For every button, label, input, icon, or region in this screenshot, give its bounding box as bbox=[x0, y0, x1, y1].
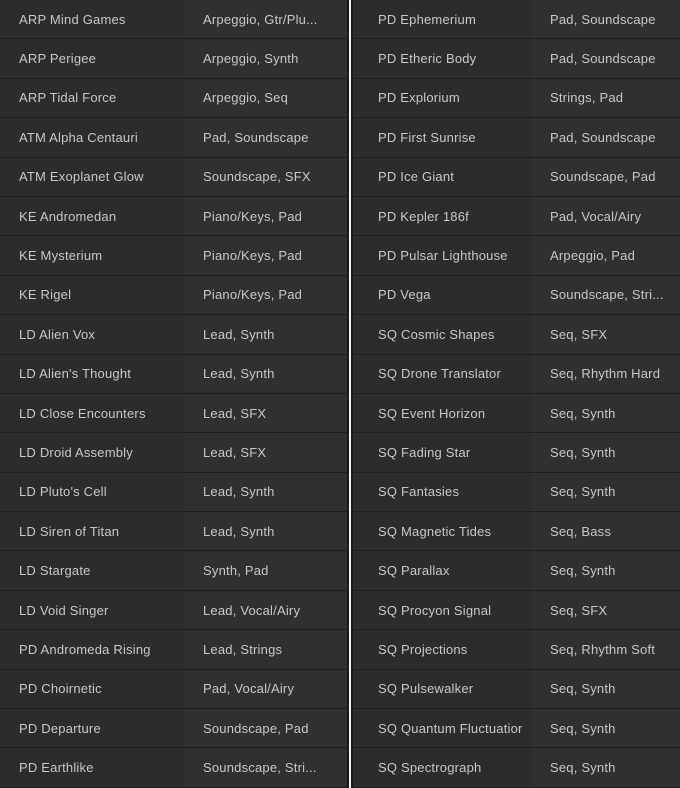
preset-name: PD First Sunrise bbox=[353, 118, 531, 156]
preset-name: SQ Drone Translator bbox=[353, 355, 531, 393]
preset-row[interactable] bbox=[0, 551, 347, 590]
preset-category: Arpeggio, Pad bbox=[531, 236, 680, 274]
preset-row[interactable] bbox=[353, 709, 680, 748]
preset-category: Lead, SFX bbox=[185, 394, 347, 432]
preset-category: Pad, Vocal/Airy bbox=[185, 670, 347, 708]
divider-line bbox=[349, 0, 351, 788]
preset-row[interactable] bbox=[353, 276, 680, 315]
preset-category: Seq, Rhythm Hard bbox=[531, 355, 680, 393]
preset-row[interactable] bbox=[353, 118, 680, 157]
preset-name: ATM Alpha Centauri bbox=[0, 118, 185, 156]
preset-row[interactable] bbox=[0, 39, 347, 78]
preset-name: PD Pulsar Lighthouse bbox=[353, 236, 531, 274]
preset-name: ARP Mind Games bbox=[0, 0, 185, 38]
preset-row[interactable] bbox=[353, 315, 680, 354]
preset-name: ARP Tidal Force bbox=[0, 79, 185, 117]
preset-name: ARP Perigee bbox=[0, 39, 185, 77]
preset-row[interactable] bbox=[353, 158, 680, 197]
preset-name: ATM Exoplanet Glow bbox=[0, 158, 185, 196]
preset-name: SQ Fantasies bbox=[353, 473, 531, 511]
preset-row[interactable] bbox=[0, 630, 347, 669]
preset-row[interactable] bbox=[0, 236, 347, 275]
preset-name: PD Explorium bbox=[353, 79, 531, 117]
preset-row[interactable] bbox=[0, 670, 347, 709]
preset-category: Seq, Synth bbox=[531, 709, 680, 747]
preset-category: Lead, Strings bbox=[185, 630, 347, 668]
preset-row[interactable] bbox=[0, 79, 347, 118]
preset-category: Pad, Soundscape bbox=[531, 0, 680, 38]
preset-category: Soundscape, Pad bbox=[531, 158, 680, 196]
preset-name: PD Andromeda Rising bbox=[0, 630, 185, 668]
preset-row[interactable] bbox=[353, 394, 680, 433]
preset-category: Seq, Synth bbox=[531, 670, 680, 708]
preset-name: PD Vega bbox=[353, 276, 531, 314]
preset-row[interactable] bbox=[0, 276, 347, 315]
preset-name: LD Alien's Thought bbox=[0, 355, 185, 393]
preset-name: LD Pluto's Cell bbox=[0, 473, 185, 511]
preset-category: Seq, Bass bbox=[531, 512, 680, 550]
preset-name: SQ Magnetic Tides bbox=[353, 512, 531, 550]
preset-row[interactable] bbox=[0, 0, 347, 39]
preset-row[interactable] bbox=[0, 355, 347, 394]
preset-category: Pad, Soundscape bbox=[531, 118, 680, 156]
preset-category: Synth, Pad bbox=[185, 551, 347, 589]
preset-category: Seq, Synth bbox=[531, 473, 680, 511]
preset-category: Seq, Synth bbox=[531, 551, 680, 589]
preset-row[interactable] bbox=[353, 630, 680, 669]
preset-list-right bbox=[353, 0, 680, 788]
preset-name: LD Stargate bbox=[0, 551, 185, 589]
preset-category: Lead, Vocal/Airy bbox=[185, 591, 347, 629]
preset-row[interactable] bbox=[0, 433, 347, 472]
preset-category: Pad, Soundscape bbox=[185, 118, 347, 156]
preset-row[interactable] bbox=[353, 748, 680, 787]
preset-category: Lead, Synth bbox=[185, 512, 347, 550]
preset-category: Piano/Keys, Pad bbox=[185, 197, 347, 235]
preset-category: Soundscape, Pad bbox=[185, 709, 347, 747]
preset-row[interactable] bbox=[0, 473, 347, 512]
preset-name: KE Andromedan bbox=[0, 197, 185, 235]
preset-category: Seq, SFX bbox=[531, 315, 680, 353]
preset-name: PD Ice Giant bbox=[353, 158, 531, 196]
preset-category: Seq, Synth bbox=[531, 748, 680, 786]
preset-row[interactable] bbox=[0, 394, 347, 433]
preset-category: Piano/Keys, Pad bbox=[185, 236, 347, 274]
preset-category: Arpeggio, Seq bbox=[185, 79, 347, 117]
preset-category: Arpeggio, Synth bbox=[185, 39, 347, 77]
preset-category: Seq, Rhythm Soft bbox=[531, 630, 680, 668]
preset-name: SQ Fading Star bbox=[353, 433, 531, 471]
preset-row[interactable] bbox=[353, 79, 680, 118]
preset-category: Lead, Synth bbox=[185, 315, 347, 353]
preset-category: Soundscape, Stri... bbox=[531, 276, 680, 314]
preset-name: LD Siren of Titan bbox=[0, 512, 185, 550]
preset-category: Pad, Soundscape bbox=[531, 39, 680, 77]
preset-row[interactable] bbox=[353, 197, 680, 236]
preset-category: Seq, SFX bbox=[531, 591, 680, 629]
preset-name: SQ Spectrograph bbox=[353, 748, 531, 786]
preset-name: LD Close Encounters bbox=[0, 394, 185, 432]
preset-name: LD Void Singer bbox=[0, 591, 185, 629]
preset-name: PD Kepler 186f bbox=[353, 197, 531, 235]
preset-category: Seq, Synth bbox=[531, 394, 680, 432]
preset-category: Arpeggio, Gtr/Plu... bbox=[185, 0, 347, 38]
preset-name: KE Mysterium bbox=[0, 236, 185, 274]
preset-row[interactable] bbox=[0, 158, 347, 197]
preset-category: Seq, Synth bbox=[531, 433, 680, 471]
preset-name: KE Rigel bbox=[0, 276, 185, 314]
preset-row[interactable] bbox=[353, 236, 680, 275]
preset-row[interactable] bbox=[0, 709, 347, 748]
preset-category: Soundscape, Stri... bbox=[185, 748, 347, 786]
preset-name: PD Departure bbox=[0, 709, 185, 747]
preset-row[interactable] bbox=[353, 433, 680, 472]
preset-row[interactable] bbox=[353, 512, 680, 551]
preset-name: SQ Projections bbox=[353, 630, 531, 668]
preset-row[interactable] bbox=[0, 748, 347, 787]
preset-row[interactable] bbox=[353, 591, 680, 630]
preset-name: SQ Procyon Signal bbox=[353, 591, 531, 629]
preset-row[interactable] bbox=[353, 473, 680, 512]
preset-name: PD Etheric Body bbox=[353, 39, 531, 77]
preset-name: LD Droid Assembly bbox=[0, 433, 185, 471]
preset-category: Piano/Keys, Pad bbox=[185, 276, 347, 314]
preset-name: SQ Pulsewalker bbox=[353, 670, 531, 708]
preset-row[interactable] bbox=[353, 0, 680, 39]
preset-row[interactable] bbox=[353, 39, 680, 78]
preset-row[interactable] bbox=[0, 512, 347, 551]
preset-name: SQ Cosmic Shapes bbox=[353, 315, 531, 353]
preset-row[interactable] bbox=[0, 197, 347, 236]
preset-name: LD Alien Vox bbox=[0, 315, 185, 353]
preset-row[interactable] bbox=[353, 670, 680, 709]
preset-row[interactable] bbox=[353, 551, 680, 590]
preset-category: Strings, Pad bbox=[531, 79, 680, 117]
preset-name: SQ Parallax bbox=[353, 551, 531, 589]
preset-category: Lead, SFX bbox=[185, 433, 347, 471]
preset-row[interactable] bbox=[0, 591, 347, 630]
preset-row[interactable] bbox=[353, 355, 680, 394]
preset-row[interactable] bbox=[0, 118, 347, 157]
preset-name: PD Earthlike bbox=[0, 748, 185, 786]
preset-name: SQ Quantum Fluctuatior bbox=[353, 709, 531, 747]
preset-name: PD Ephemerium bbox=[353, 0, 531, 38]
preset-category: Lead, Synth bbox=[185, 355, 347, 393]
preset-category: Pad, Vocal/Airy bbox=[531, 197, 680, 235]
preset-row[interactable] bbox=[0, 315, 347, 354]
preset-name: SQ Event Horizon bbox=[353, 394, 531, 432]
preset-name: PD Choirnetic bbox=[0, 670, 185, 708]
preset-category: Lead, Synth bbox=[185, 473, 347, 511]
preset-category: Soundscape, SFX bbox=[185, 158, 347, 196]
